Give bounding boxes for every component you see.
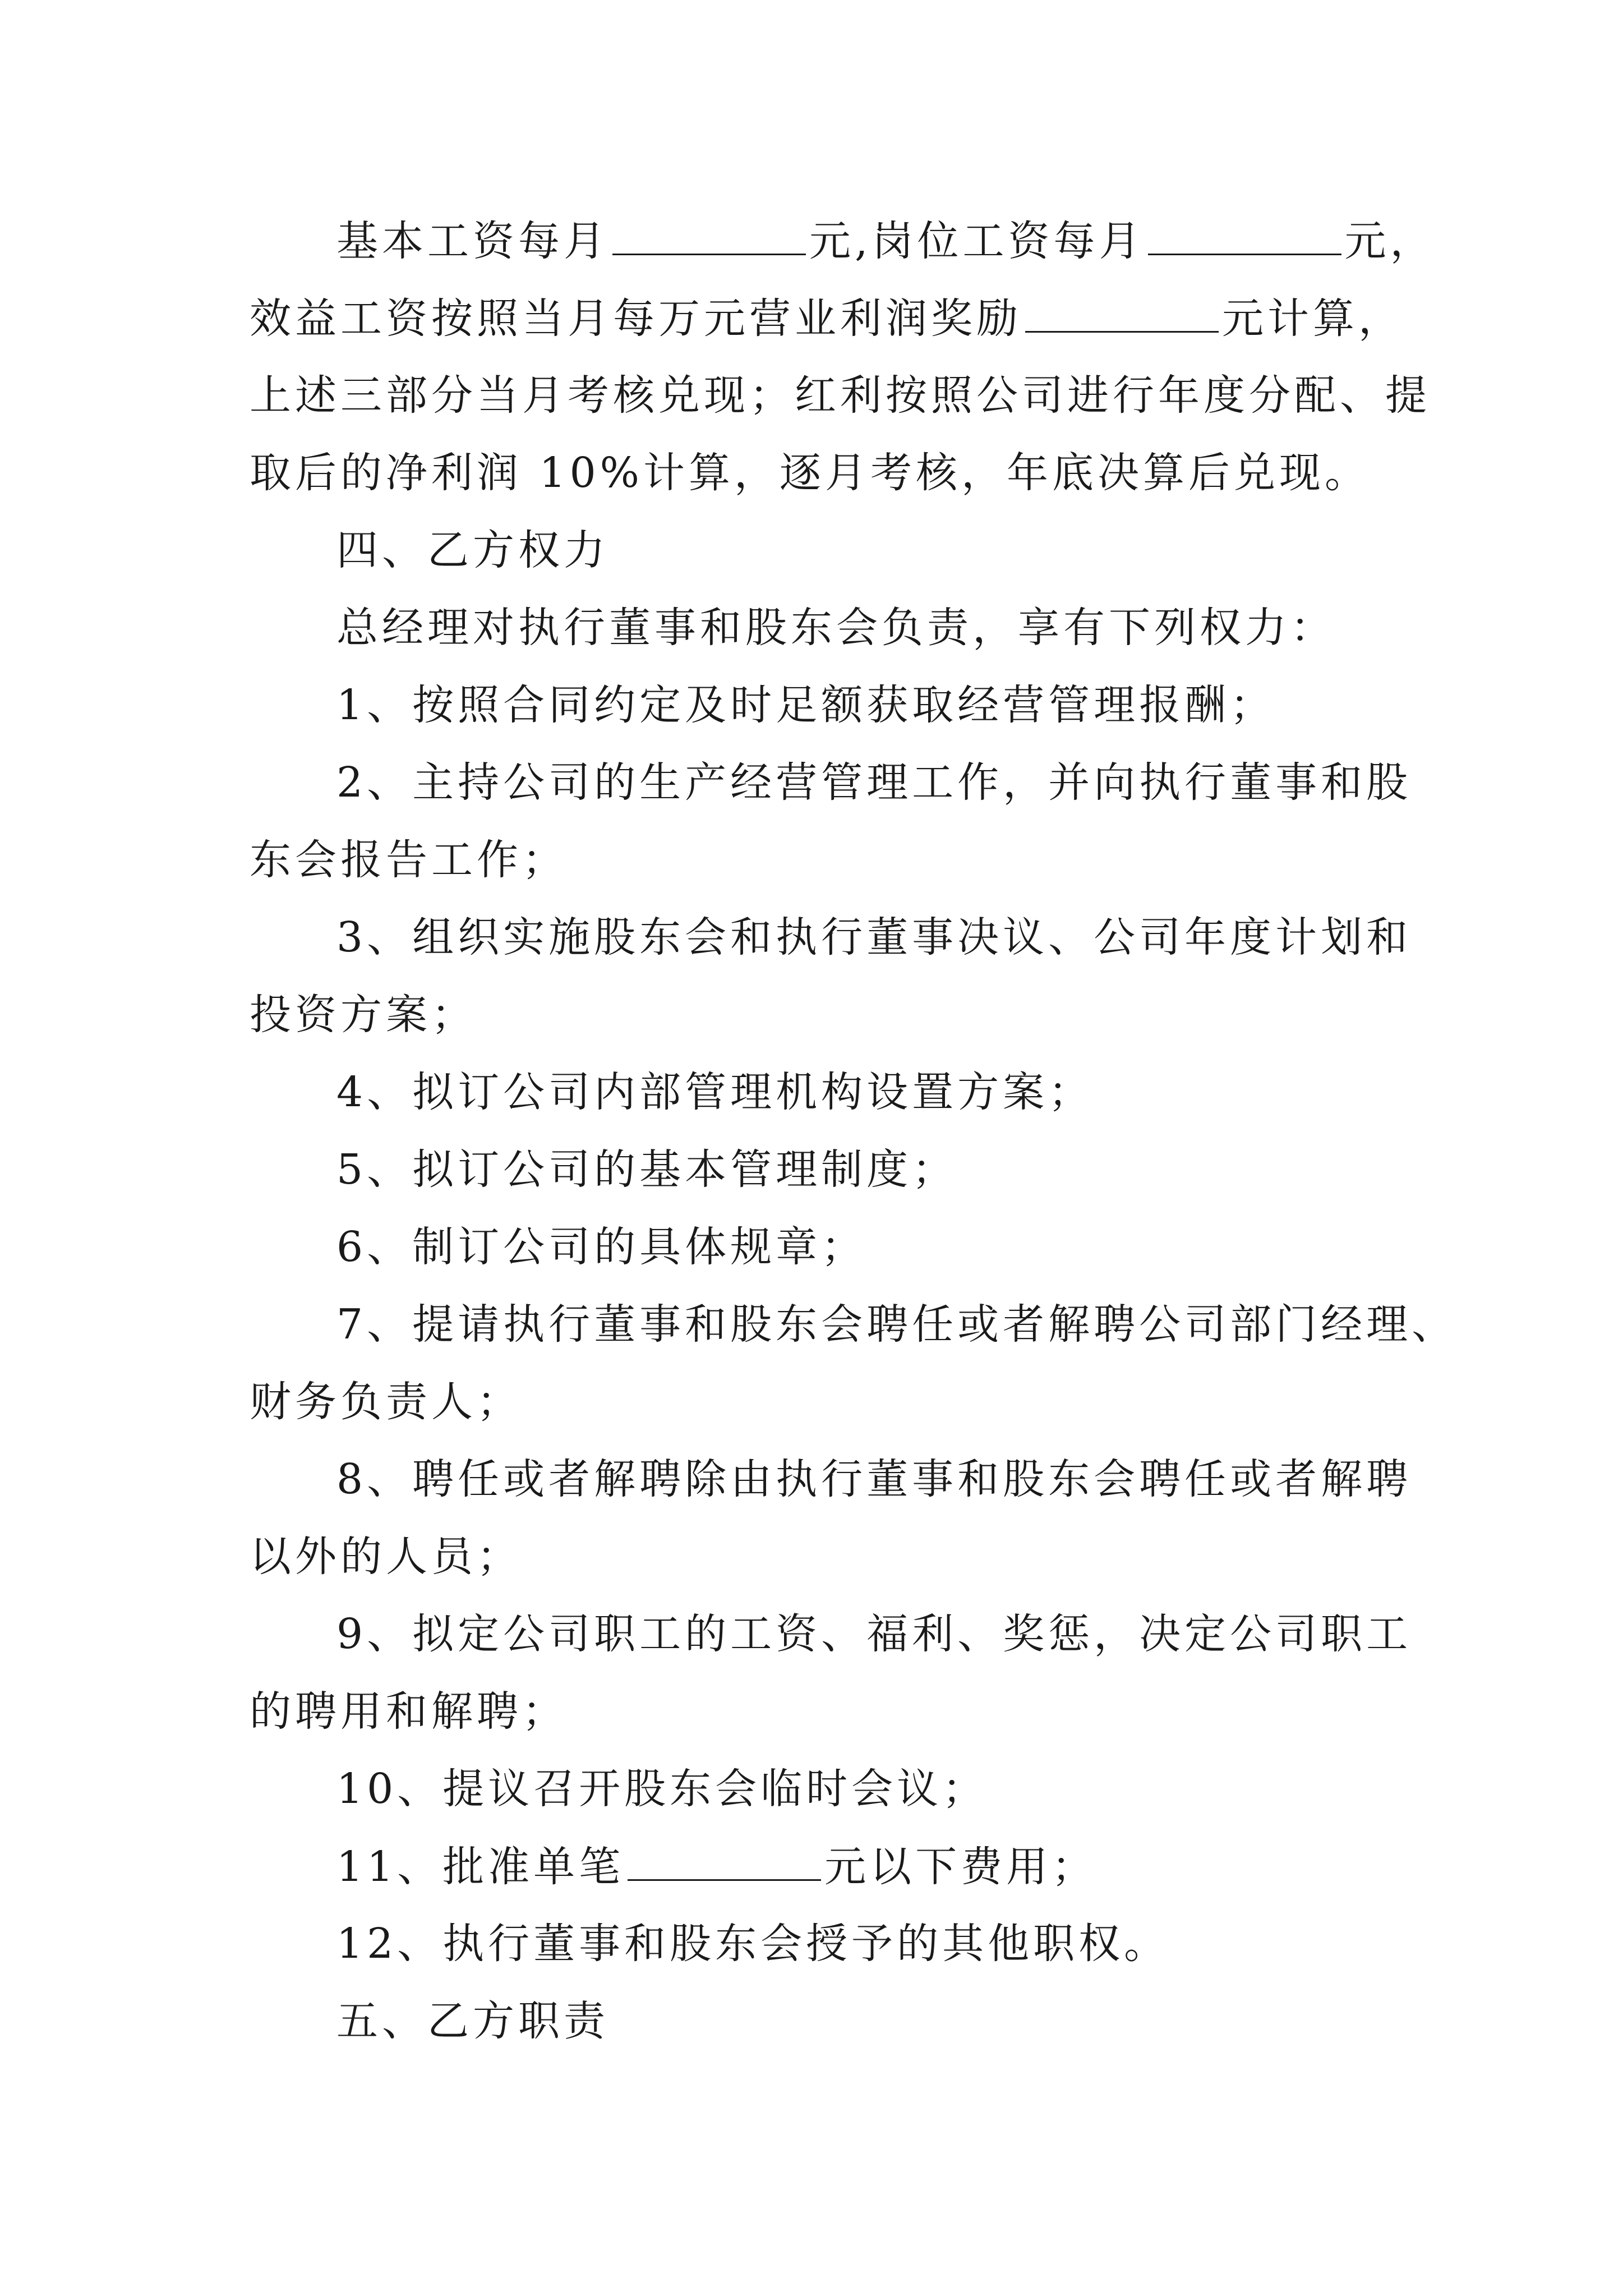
salary-line-4: 取后的净利润 10%计算，逐月考核，年底决算后兑现。 — [250, 449, 1370, 497]
salary-line-3: 上述三部分当月考核兑现；红利按照公司进行年度分配、提 — [250, 371, 1431, 420]
item-1: 1、按照合同约定及时足额获取经营管理报酬； — [336, 681, 1276, 729]
item-11 — [336, 1843, 1098, 1891]
text-segment: 11、批准单笔 — [336, 1843, 625, 1891]
item-5: 5、拟订公司的基本管理制度； — [336, 1145, 958, 1194]
text-segment: 基本工资每月 — [336, 217, 609, 265]
section-5-title: 五、乙方职责 — [336, 1997, 609, 2045]
item-4: 4、拟订公司内部管理机构设置方案； — [336, 1068, 1094, 1116]
text-segment: 元,岗位工资每月 — [809, 217, 1145, 265]
salary-line-1 — [336, 217, 1436, 265]
blank-field — [628, 1846, 821, 1881]
blank-field — [1025, 297, 1219, 333]
section-4-intro: 总经理对执行董事和股东会负责，享有下列权力： — [336, 604, 1336, 652]
item-9-line-1: 9、拟定公司职工的工资、福利、奖惩，决定公司职工 — [336, 1610, 1412, 1658]
item-2-line-1: 2、主持公司的生产经营管理工作，并向执行董事和股 — [336, 758, 1412, 807]
section-4-title: 四、乙方权力 — [336, 526, 609, 574]
blank-field — [612, 220, 806, 255]
item-6: 6、制订公司的具体规章； — [336, 1223, 867, 1271]
item-8-line-1: 8、聘任或者解聘除由执行董事和股东会聘任或者解聘 — [336, 1455, 1412, 1503]
text-segment: 元， — [1344, 217, 1436, 265]
item-7-line-1: 7、提请执行董事和股东会聘任或者解聘公司部门经理、 — [336, 1300, 1458, 1349]
item-2-line-2: 东会报告工作； — [250, 836, 568, 884]
text-segment: 元计算， — [1222, 295, 1404, 343]
item-9-line-2: 的聘用和解聘； — [250, 1687, 568, 1736]
item-10: 10、提议召开股东会临时会议； — [336, 1765, 988, 1813]
item-3-line-2: 投资方案； — [250, 991, 477, 1039]
text-segment: 效益工资按照当月每万元营业利润奖励 — [250, 295, 1022, 343]
item-7-line-2: 财务负责人； — [250, 1378, 522, 1426]
item-8-line-2: 以外的人员； — [250, 1533, 522, 1581]
salary-line-2 — [250, 295, 1404, 343]
item-12: 12、执行董事和股东会授予的其他职权。 — [336, 1920, 1170, 1968]
text-segment: 元以下费用； — [824, 1843, 1098, 1891]
blank-field — [1148, 220, 1341, 255]
item-3-line-1: 3、组织实施股东会和执行董事决议、公司年度计划和 — [336, 913, 1412, 961]
